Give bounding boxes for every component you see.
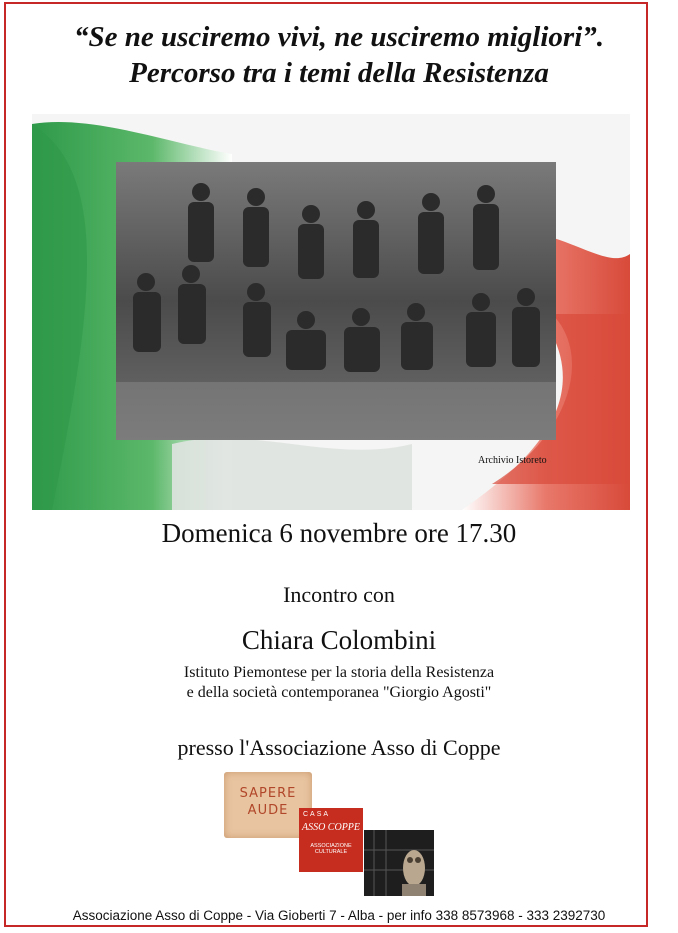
sapere-line1: SAPERE <box>239 786 297 801</box>
owl-statue-photo <box>364 830 434 896</box>
speaker-name: Chiara Colombini <box>241 625 437 655</box>
casa-name: ASSO COPPE <box>301 822 361 833</box>
institute-line1: Istituto Piemontese per la storia della Resistenza <box>183 664 495 681</box>
event-date: Domenica 6 novembre ore 17.30 <box>161 518 517 548</box>
event-venue: presso l'Associazione Asso di Coppe <box>177 735 501 760</box>
poster-title-line2: Percorso tra i temi della Resistenza <box>129 57 549 89</box>
event-intro: Incontro con <box>283 582 395 607</box>
casa-sub1: ASSOCIAZIONE <box>310 843 352 849</box>
partisans-photo <box>116 162 556 440</box>
sapere-line2: AUDE <box>247 803 289 818</box>
footer-contact: Associazione Asso di Coppe - Via Gioberti 7 - Alba - per info 338 8573968 - 333 2392730 <box>72 908 606 923</box>
casa-sub2: CULTURALE <box>314 849 348 855</box>
photo-caption: Archivio Istoreto <box>478 455 547 466</box>
poster-title-line1: “Se ne usciremo vivi, ne usciremo migliori”. <box>73 21 605 53</box>
institute-line2: e della società contemporanea "Giorgio Agosti" <box>186 684 492 701</box>
asso-di-coppe-logo <box>299 808 363 872</box>
casa-top-label: CASA <box>303 811 331 818</box>
